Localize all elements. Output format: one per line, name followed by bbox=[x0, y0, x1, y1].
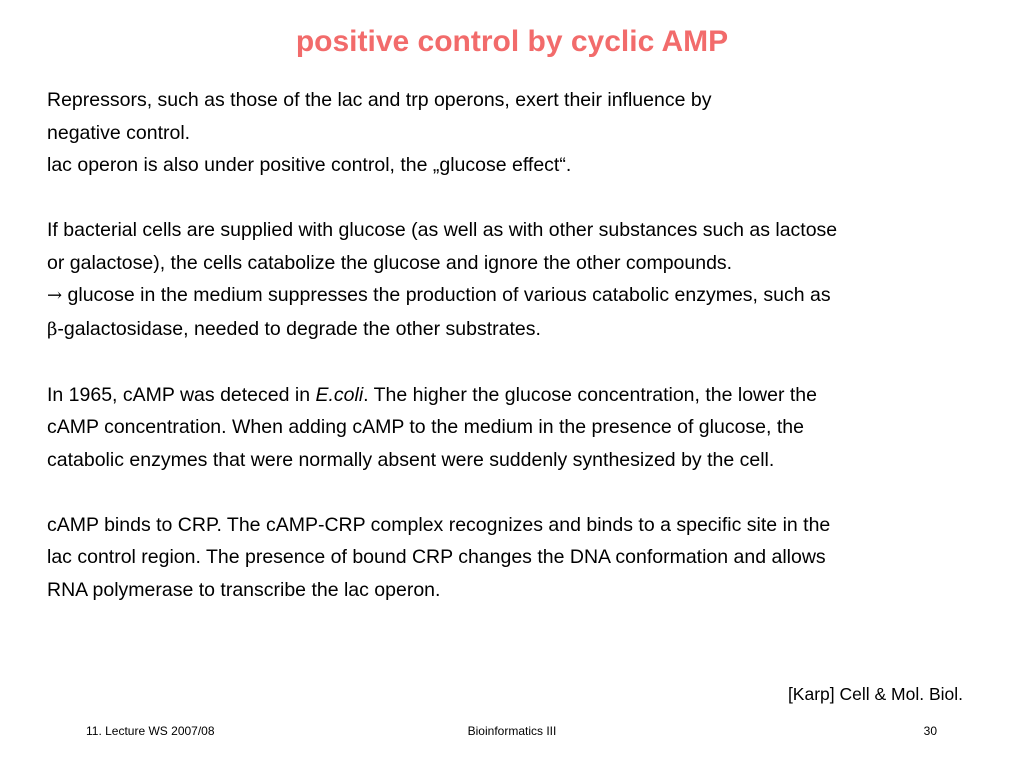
body-line: catabolic enzymes that were normally absent were suddenly synthesized by the cell. bbox=[47, 448, 775, 471]
organism-name: E.coli bbox=[315, 383, 364, 406]
body-line: negative control. bbox=[47, 121, 191, 144]
paragraph-glucose-effect bbox=[47, 214, 987, 346]
footer-course: Bioinformatics III bbox=[467, 724, 557, 738]
body-line bbox=[47, 279, 987, 313]
body-line: or galactose), the cells catabolize the glucose and ignore the other compounds. bbox=[47, 251, 733, 274]
beta-symbol: β bbox=[47, 318, 58, 340]
slide-title: positive control by cyclic AMP bbox=[295, 25, 729, 58]
citation: [Karp] Cell & Mol. Biol. bbox=[787, 684, 963, 704]
arrow-right-icon: → bbox=[47, 285, 63, 306]
slide-body bbox=[47, 84, 987, 606]
body-text: -galactosidase, needed to degrade the other substrates. bbox=[57, 317, 541, 340]
body-line bbox=[47, 313, 987, 347]
body-line: cAMP binds to CRP. The cAMP-CRP complex recognizes and binds to a specific site in the bbox=[47, 513, 831, 536]
footer-page-number: 30 bbox=[923, 724, 937, 738]
footer-lecture: 11. Lecture WS 2007/08 bbox=[86, 724, 215, 738]
paragraph-negative-control bbox=[47, 84, 987, 182]
body-text: . The higher the glucose concentration, the lower the bbox=[363, 383, 817, 406]
paragraph-camp-discovery bbox=[47, 379, 987, 477]
body-line: Repressors, such as those of the lac and trp operons, exert their influence by bbox=[47, 89, 712, 111]
body-line: lac control region. The presence of bound CRP changes the DNA conformation and allows bbox=[47, 546, 826, 568]
body-line bbox=[47, 379, 987, 412]
body-line: cAMP concentration. When adding cAMP to the medium in the presence of glucose, the bbox=[47, 416, 804, 438]
body-line: lac operon is also under positive control, the „glucose effect“. bbox=[47, 154, 572, 176]
paragraph-crp-binding bbox=[47, 509, 987, 607]
body-text: glucose in the medium suppresses the production of various catabolic enzymes, such as bbox=[62, 284, 831, 306]
body-text: In 1965, cAMP was deteced in bbox=[47, 383, 316, 406]
body-line: RNA polymerase to transcribe the lac operon. bbox=[47, 578, 441, 601]
body-line: If bacterial cells are supplied with glucose (as well as with other substances such as lactose bbox=[47, 219, 838, 241]
